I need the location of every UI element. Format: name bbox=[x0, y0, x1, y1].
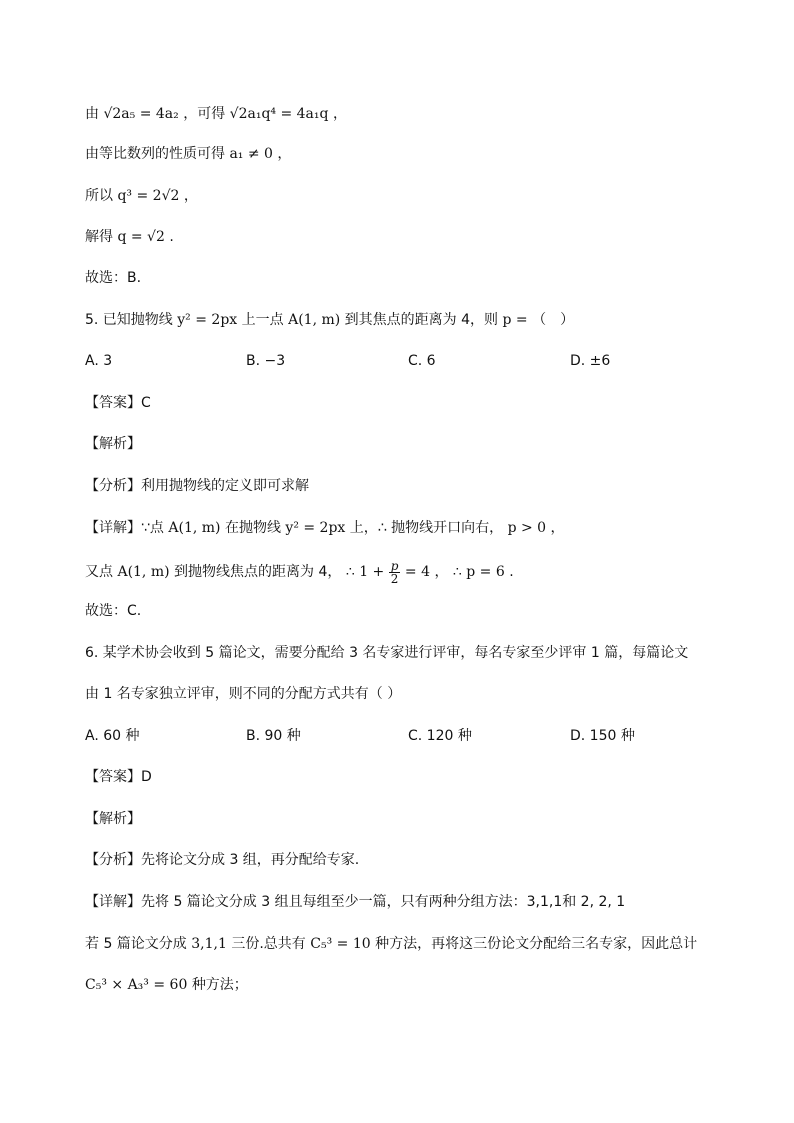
text: ， bbox=[332, 106, 347, 122]
q5-detail-line-1 bbox=[85, 518, 565, 538]
text: 所以 bbox=[85, 188, 113, 204]
q6-option-b: B. 90 种 bbox=[246, 728, 301, 744]
text: 到其焦点的距离为 4，则 bbox=[344, 312, 499, 328]
equation: p > 0 bbox=[507, 520, 547, 536]
solution-line-3 bbox=[85, 186, 198, 206]
q6-answer: 【答案】D bbox=[85, 769, 152, 785]
text: 若 5 篇论文分成 bbox=[85, 936, 187, 952]
equation: A(1, m) bbox=[117, 564, 170, 580]
text: 上一点 bbox=[241, 312, 284, 328]
text: 【详解】∵点 bbox=[85, 520, 164, 536]
q5-option-a: A. 3 bbox=[85, 353, 113, 369]
question-6-stem-1: 6. 某学术协会收到 5 篇论文，需要分配给 3 名专家进行评审，每名专家至少评审 1 篇，每篇论文 bbox=[85, 645, 689, 661]
q6-fenxi: 【分析】先将论文分成 3 组，再分配给专家. bbox=[85, 852, 360, 868]
solution-line-4 bbox=[85, 227, 174, 247]
q5-choice: 故选：C. bbox=[85, 603, 142, 619]
q5-fenxi: 【分析】利用抛物线的定义即可求解 bbox=[85, 478, 309, 494]
fraction-numerator: p bbox=[390, 558, 399, 573]
q6-analysis-heading: 【解析】 bbox=[85, 811, 141, 827]
q6-option-c: C. 120 种 bbox=[408, 728, 472, 744]
q5-option-c: C. 6 bbox=[408, 353, 436, 369]
text: ， bbox=[183, 188, 198, 204]
text: ，可得 bbox=[183, 106, 226, 122]
text: ， bbox=[550, 520, 565, 536]
text: . bbox=[169, 229, 174, 245]
text: （ ） bbox=[532, 312, 575, 328]
equation: a₁ ≠ 0 bbox=[229, 146, 273, 162]
text: . bbox=[509, 564, 514, 580]
question-5-stem bbox=[85, 310, 574, 330]
text: 又点 bbox=[85, 564, 113, 580]
fraction bbox=[389, 560, 401, 585]
question-6-stem-2: 由 1 名专家独立评审，则不同的分配方式共有（ ） bbox=[85, 686, 402, 702]
equation: 3,1,1 bbox=[191, 936, 227, 952]
text: 由 bbox=[85, 106, 99, 122]
text: 5. 已知抛物线 bbox=[85, 312, 173, 328]
equation: A(1, m) bbox=[168, 520, 221, 536]
solution-line-1 bbox=[85, 104, 347, 124]
q5-option-d: D. ±6 bbox=[570, 353, 611, 369]
equation: q = √2 bbox=[117, 229, 165, 245]
text: 三份.总共有 bbox=[231, 936, 306, 952]
q6-option-a: A. 60 种 bbox=[85, 728, 140, 744]
equation: A(1, m) bbox=[288, 312, 341, 328]
text: 种方法，再将这三份论文分配给三名专家，因此总计 bbox=[375, 936, 698, 952]
equation: C₅³ × A₃³ = 60 bbox=[85, 977, 188, 993]
text: 在抛物线 bbox=[224, 520, 281, 536]
q6-detail-line-2 bbox=[85, 934, 697, 954]
q6-option-d: D. 150 种 bbox=[570, 728, 635, 744]
q5-option-b: B. −3 bbox=[246, 353, 286, 369]
q6-detail-line-1: 【详解】先将 5 篇论文分成 3 组且每组至少一篇，只有两种分组方法：3,1,1和 2, 2, 1 bbox=[85, 894, 626, 910]
solution-choice: 故选：B. bbox=[85, 270, 142, 286]
equation: C₅³ = 10 bbox=[310, 936, 371, 952]
equation: y² = 2px bbox=[177, 312, 238, 328]
text: ， bbox=[277, 146, 292, 162]
q5-answer: 【答案】C bbox=[85, 395, 151, 411]
text: 到抛物线焦点的距离为 4， bbox=[174, 564, 342, 580]
q6-detail-line-3 bbox=[85, 975, 248, 995]
equation: = 4 bbox=[404, 564, 430, 580]
equation-1: √2a₅ = 4a₂ bbox=[103, 106, 179, 122]
solution-line-2 bbox=[85, 144, 291, 164]
q5-analysis-heading: 【解析】 bbox=[85, 436, 141, 452]
q5-detail-line-2 bbox=[85, 558, 514, 586]
text: 解得 bbox=[85, 229, 113, 245]
equation: ∴ p = 6 bbox=[452, 564, 505, 580]
equation: y² = 2px bbox=[285, 520, 346, 536]
equation-2: √2a₁q⁴ = 4a₁q bbox=[229, 106, 329, 122]
equation: q³ = 2√2 bbox=[117, 188, 180, 204]
fraction-denominator: 2 bbox=[390, 571, 399, 586]
text: 上，∴ 抛物线开口向右， bbox=[349, 520, 504, 536]
text: 由等比数列的性质可得 bbox=[85, 146, 225, 162]
equation: p = bbox=[502, 312, 528, 328]
text: 种方法； bbox=[191, 977, 248, 993]
text: ， bbox=[434, 564, 449, 580]
equation: ∴ 1 + bbox=[345, 564, 385, 580]
